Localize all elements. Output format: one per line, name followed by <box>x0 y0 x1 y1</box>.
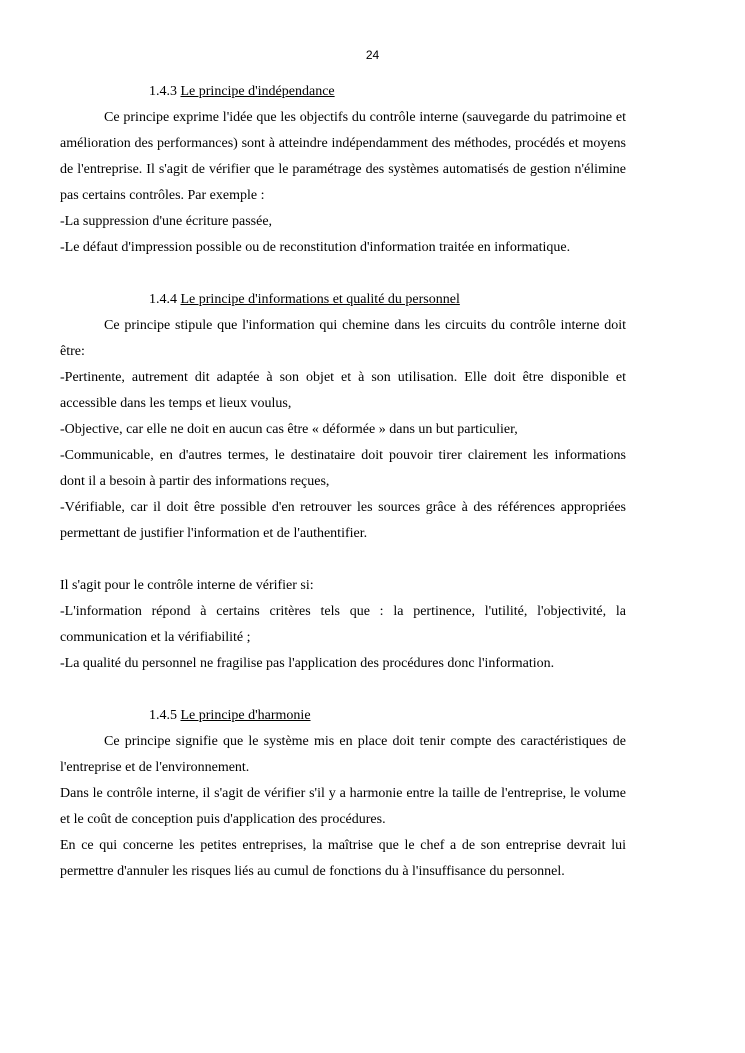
section-paragraph: En ce qui concerne les petites entreprises, la maîtrise que le chef a de son entreprise devrait lui permettre d'annuler les risques liés au cumul de fonctions du à l'insuffisance du personnel. <box>60 838 626 879</box>
section-heading-1-4-4 <box>60 287 626 313</box>
section-number: 1.4.3 <box>149 84 177 99</box>
list-item: -Pertinente, autrement dit adaptée à son objet et à son utilisation. Elle doit être disponible et accessible dans les temps et lieux voulus, <box>60 370 626 411</box>
check-intro: Il s'agit pour le contrôle interne de vérifier si: <box>60 578 314 593</box>
list-item: -Objective, car elle ne doit en aucun cas être « déformée » dans un but particulier, <box>60 422 518 437</box>
section-paragraph: Ce principe stipule que l'information qui chemine dans les circuits du contrôle interne doit être: <box>60 318 626 359</box>
list-item: -Vérifiable, car il doit être possible d'en retrouver les sources grâce à des références appropriées permettant de justifier l'information et de l'authentifier. <box>60 500 626 541</box>
list-item: -L'information répond à certains critères tels que : la pertinence, l'utilité, l'objectivité, la communication et la vérifiabilité ; <box>60 604 626 645</box>
page-number: 24 <box>365 48 380 62</box>
section-number: 1.4.5 <box>149 708 177 723</box>
section-title: Le principe d'harmonie <box>180 708 311 723</box>
list-item: -Communicable, en d'autres termes, le destinataire doit pouvoir tirer clairement les informations dont il a besoin à partir des informations reçues, <box>60 448 626 489</box>
section-heading-1-4-3 <box>60 79 626 105</box>
list-item: -La qualité du personnel ne fragilise pas l'application des procédures donc l'information. <box>60 656 555 671</box>
section-title: Le principe d'indépendance <box>180 84 335 99</box>
section-title: Le principe d'informations et qualité du personnel <box>180 292 460 307</box>
document-body <box>60 79 626 885</box>
list-item: -La suppression d'une écriture passée, <box>60 214 273 229</box>
section-paragraph: Ce principe exprime l'idée que les objectifs du contrôle interne (sauvegarde du patrimoine et amélioration des performances) sont à atteindre indépendamment des méthodes, procédés et moyens de l'entreprise. Il s'agit de vérifier que le paramétrage des systèmes automatisés de gestion n'élimine pas certains contrôles. Par exemple : <box>60 110 626 203</box>
section-paragraph: Ce principe signifie que le système mis en place doit tenir compte des caractéristiques de l'entreprise et de l'environnement. <box>60 734 626 775</box>
section-number: 1.4.4 <box>149 292 177 307</box>
list-item: -Le défaut d'impression possible ou de reconstitution d'information traitée en informatique. <box>60 240 571 255</box>
section-paragraph: Dans le contrôle interne, il s'agit de vérifier s'il y a harmonie entre la taille de l'entreprise, le volume et le coût de conception puis d'application des procédures. <box>60 786 626 827</box>
section-heading-1-4-5 <box>60 703 626 729</box>
